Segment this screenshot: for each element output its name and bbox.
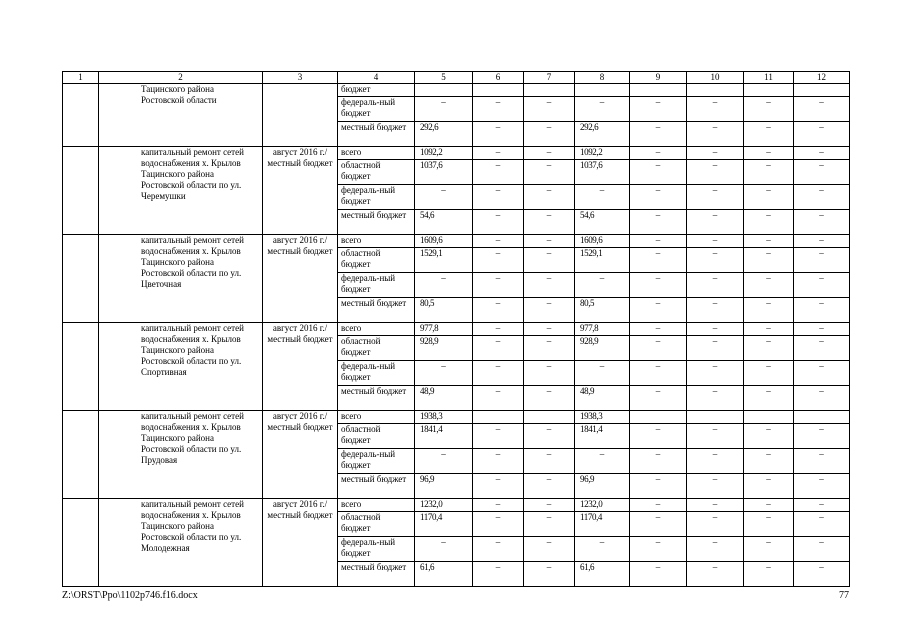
value-cell: 977,8 bbox=[415, 323, 473, 336]
value-cell bbox=[744, 411, 794, 424]
value-cell: – bbox=[794, 147, 850, 160]
value-cell: – bbox=[524, 248, 575, 273]
value-cell: – bbox=[473, 449, 524, 474]
value-cell bbox=[630, 84, 687, 97]
value-cell: 1170,4 bbox=[575, 512, 630, 537]
value-cell: – bbox=[473, 210, 524, 235]
value-cell: 1529,1 bbox=[415, 248, 473, 273]
value-cell: – bbox=[794, 361, 850, 386]
value-cell: 96,9 bbox=[575, 474, 630, 499]
value-cell: – bbox=[630, 273, 687, 298]
funding-source: всего bbox=[338, 147, 415, 160]
funding-source: бюджет bbox=[338, 84, 415, 97]
value-cell: – bbox=[575, 185, 630, 210]
value-cell: – bbox=[524, 449, 575, 474]
value-cell: – bbox=[415, 97, 473, 122]
value-cell: – bbox=[524, 424, 575, 449]
funding-source: местный бюджет bbox=[338, 122, 415, 147]
column-header: 2 bbox=[99, 72, 263, 84]
value-cell: – bbox=[630, 562, 687, 587]
value-cell: – bbox=[473, 512, 524, 537]
value-cell: – bbox=[794, 122, 850, 147]
funding-source: местный бюджет bbox=[338, 386, 415, 411]
value-cell: 54,6 bbox=[415, 210, 473, 235]
value-cell: 977,8 bbox=[575, 323, 630, 336]
value-cell: – bbox=[473, 474, 524, 499]
value-cell bbox=[687, 411, 744, 424]
value-cell: – bbox=[473, 235, 524, 248]
value-cell: – bbox=[473, 248, 524, 273]
row-number-cell bbox=[63, 84, 99, 147]
value-cell: – bbox=[630, 248, 687, 273]
value-cell: – bbox=[744, 386, 794, 411]
value-cell: – bbox=[524, 562, 575, 587]
funding-source: федераль-ный бюджет bbox=[338, 449, 415, 474]
value-cell: – bbox=[575, 537, 630, 562]
funding-source: всего bbox=[338, 499, 415, 512]
value-cell: – bbox=[794, 512, 850, 537]
project-period: август 2016 г./ местный бюджет bbox=[263, 235, 338, 323]
project-description: капитальный ремонт сетей водоснабжения х. Крылов Тацинского района Ростовской области по ул. Спортивная bbox=[99, 323, 263, 411]
header-row bbox=[63, 72, 850, 84]
value-cell: – bbox=[794, 336, 850, 361]
row-number-cell bbox=[63, 323, 99, 411]
project-description: капитальный ремонт сетей водоснабжения х. Крылов Тацинского района Ростовской области по ул. Цветочная bbox=[99, 235, 263, 323]
value-cell: – bbox=[415, 361, 473, 386]
value-cell: – bbox=[794, 97, 850, 122]
value-cell bbox=[473, 84, 524, 97]
value-cell: – bbox=[524, 474, 575, 499]
value-cell: – bbox=[744, 449, 794, 474]
column-header: 3 bbox=[263, 72, 338, 84]
value-cell: – bbox=[687, 210, 744, 235]
value-cell: 80,5 bbox=[415, 298, 473, 323]
value-cell: 48,9 bbox=[575, 386, 630, 411]
value-cell: – bbox=[687, 424, 744, 449]
project-description: капитальный ремонт сетей водоснабжения х. Крылов Тацинского района Ростовской области по ул. Прудовая bbox=[99, 411, 263, 499]
value-cell: 1938,3 bbox=[575, 411, 630, 424]
funding-source: местный бюджет bbox=[338, 298, 415, 323]
value-cell: – bbox=[524, 273, 575, 298]
value-cell: 48,9 bbox=[415, 386, 473, 411]
value-cell: – bbox=[794, 474, 850, 499]
column-header: 1 bbox=[63, 72, 99, 84]
project-description: капитальный ремонт сетей водоснабжения х. Крылов Тацинского района Ростовской области по ул. Черемушки bbox=[99, 147, 263, 235]
value-cell: – bbox=[794, 298, 850, 323]
value-cell: – bbox=[687, 449, 744, 474]
value-cell: – bbox=[473, 336, 524, 361]
value-cell: – bbox=[794, 273, 850, 298]
value-cell: – bbox=[687, 185, 744, 210]
funding-source: федераль-ный бюджет bbox=[338, 185, 415, 210]
value-cell: – bbox=[687, 248, 744, 273]
value-cell: – bbox=[524, 361, 575, 386]
value-cell: – bbox=[630, 336, 687, 361]
page-number: 77 bbox=[839, 590, 849, 601]
project-period bbox=[263, 84, 338, 147]
column-header: 8 bbox=[575, 72, 630, 84]
value-cell: – bbox=[687, 147, 744, 160]
value-cell: – bbox=[744, 424, 794, 449]
value-cell: – bbox=[473, 273, 524, 298]
funding-source: федераль-ный бюджет bbox=[338, 361, 415, 386]
value-cell bbox=[415, 84, 473, 97]
column-header: 7 bbox=[524, 72, 575, 84]
value-cell: 928,9 bbox=[575, 336, 630, 361]
value-cell: – bbox=[794, 323, 850, 336]
value-cell: – bbox=[473, 122, 524, 147]
value-cell: – bbox=[524, 298, 575, 323]
project-period: август 2016 г./ местный бюджет bbox=[263, 499, 338, 587]
value-cell bbox=[630, 411, 687, 424]
value-cell: – bbox=[744, 361, 794, 386]
row-number-cell bbox=[63, 411, 99, 499]
value-cell: 61,6 bbox=[415, 562, 473, 587]
value-cell: – bbox=[575, 273, 630, 298]
funding-source: местный бюджет bbox=[338, 210, 415, 235]
funding-source: федераль-ный бюджет bbox=[338, 97, 415, 122]
value-cell: – bbox=[744, 185, 794, 210]
value-cell: – bbox=[794, 210, 850, 235]
value-cell: – bbox=[524, 323, 575, 336]
funding-source: областной бюджет bbox=[338, 424, 415, 449]
value-cell: – bbox=[744, 160, 794, 185]
value-cell: 1609,6 bbox=[575, 235, 630, 248]
value-cell: – bbox=[630, 298, 687, 323]
value-cell: – bbox=[473, 298, 524, 323]
value-cell: – bbox=[630, 386, 687, 411]
value-cell: – bbox=[794, 499, 850, 512]
value-cell: – bbox=[473, 537, 524, 562]
value-cell: – bbox=[744, 336, 794, 361]
value-cell: – bbox=[794, 248, 850, 273]
funding-source: областной бюджет bbox=[338, 512, 415, 537]
funding-source: областной бюджет bbox=[338, 160, 415, 185]
project-period: август 2016 г./ местный бюджет bbox=[263, 411, 338, 499]
value-cell: 1092,2 bbox=[415, 147, 473, 160]
project-period: август 2016 г./ местный бюджет bbox=[263, 147, 338, 235]
value-cell: – bbox=[744, 537, 794, 562]
value-cell: – bbox=[473, 424, 524, 449]
value-cell: 928,9 bbox=[415, 336, 473, 361]
value-cell: – bbox=[473, 160, 524, 185]
value-cell: – bbox=[744, 147, 794, 160]
value-cell: – bbox=[473, 147, 524, 160]
column-header: 6 bbox=[473, 72, 524, 84]
funding-source: областной бюджет bbox=[338, 336, 415, 361]
value-cell: – bbox=[630, 210, 687, 235]
value-cell: – bbox=[687, 336, 744, 361]
value-cell: – bbox=[744, 512, 794, 537]
row-number-cell bbox=[63, 499, 99, 587]
value-cell: 292,6 bbox=[575, 122, 630, 147]
value-cell: – bbox=[687, 562, 744, 587]
table-row bbox=[63, 323, 850, 336]
project-period: август 2016 г./ местный бюджет bbox=[263, 323, 338, 411]
value-cell: 80,5 bbox=[575, 298, 630, 323]
value-cell: – bbox=[415, 273, 473, 298]
funding-source: областной бюджет bbox=[338, 248, 415, 273]
project-description: капитальный ремонт сетей водоснабжения х. Крылов Тацинского района Ростовской области по ул. Молодежная bbox=[99, 499, 263, 587]
value-cell: – bbox=[744, 97, 794, 122]
value-cell: 292,6 bbox=[415, 122, 473, 147]
column-header: 12 bbox=[794, 72, 850, 84]
value-cell: – bbox=[744, 323, 794, 336]
value-cell bbox=[794, 411, 850, 424]
value-cell: – bbox=[630, 323, 687, 336]
value-cell: 1092,2 bbox=[575, 147, 630, 160]
value-cell: – bbox=[473, 562, 524, 587]
value-cell: – bbox=[687, 97, 744, 122]
value-cell: – bbox=[744, 499, 794, 512]
row-number-cell bbox=[63, 235, 99, 323]
row-number-cell bbox=[63, 147, 99, 235]
value-cell: – bbox=[415, 537, 473, 562]
value-cell: 1938,3 bbox=[415, 411, 473, 424]
value-cell: – bbox=[794, 160, 850, 185]
value-cell: – bbox=[794, 562, 850, 587]
value-cell: – bbox=[415, 185, 473, 210]
column-header: 11 bbox=[744, 72, 794, 84]
value-cell: – bbox=[630, 147, 687, 160]
value-cell bbox=[524, 84, 575, 97]
funding-source: федераль-ный бюджет bbox=[338, 273, 415, 298]
value-cell: – bbox=[524, 386, 575, 411]
value-cell: – bbox=[687, 386, 744, 411]
value-cell: – bbox=[744, 562, 794, 587]
value-cell: – bbox=[744, 248, 794, 273]
value-cell: – bbox=[630, 424, 687, 449]
value-cell: – bbox=[473, 386, 524, 411]
value-cell: – bbox=[524, 499, 575, 512]
value-cell: – bbox=[744, 235, 794, 248]
value-cell: – bbox=[687, 512, 744, 537]
value-cell: – bbox=[794, 185, 850, 210]
value-cell bbox=[524, 411, 575, 424]
value-cell: – bbox=[630, 499, 687, 512]
table-row bbox=[63, 84, 850, 97]
value-cell: – bbox=[473, 499, 524, 512]
value-cell: 54,6 bbox=[575, 210, 630, 235]
value-cell: – bbox=[473, 361, 524, 386]
value-cell: 1529,1 bbox=[575, 248, 630, 273]
value-cell: 1841,4 bbox=[415, 424, 473, 449]
value-cell: – bbox=[794, 424, 850, 449]
table-row bbox=[63, 147, 850, 160]
value-cell: – bbox=[415, 449, 473, 474]
value-cell: – bbox=[687, 122, 744, 147]
value-cell: – bbox=[630, 122, 687, 147]
value-cell: – bbox=[630, 512, 687, 537]
funding-source: всего bbox=[338, 411, 415, 424]
value-cell: 1170,4 bbox=[415, 512, 473, 537]
table-row bbox=[63, 235, 850, 248]
value-cell: 61,6 bbox=[575, 562, 630, 587]
value-cell: – bbox=[630, 160, 687, 185]
value-cell: – bbox=[687, 474, 744, 499]
value-cell: 96,9 bbox=[415, 474, 473, 499]
value-cell: – bbox=[524, 235, 575, 248]
column-header: 10 bbox=[687, 72, 744, 84]
value-cell: – bbox=[524, 512, 575, 537]
value-cell: 1037,6 bbox=[575, 160, 630, 185]
value-cell: – bbox=[744, 298, 794, 323]
value-cell: – bbox=[630, 474, 687, 499]
value-cell: – bbox=[524, 336, 575, 361]
table-row bbox=[63, 411, 850, 424]
value-cell: 1232,0 bbox=[415, 499, 473, 512]
value-cell: – bbox=[794, 449, 850, 474]
funding-source: всего bbox=[338, 323, 415, 336]
value-cell: – bbox=[473, 185, 524, 210]
value-cell: – bbox=[630, 97, 687, 122]
funding-source: местный бюджет bbox=[338, 474, 415, 499]
value-cell: – bbox=[687, 160, 744, 185]
funding-source: местный бюджет bbox=[338, 562, 415, 587]
value-cell bbox=[794, 84, 850, 97]
value-cell: – bbox=[524, 210, 575, 235]
value-cell: – bbox=[687, 298, 744, 323]
value-cell: – bbox=[687, 499, 744, 512]
value-cell: – bbox=[524, 160, 575, 185]
value-cell: – bbox=[630, 537, 687, 562]
value-cell bbox=[687, 84, 744, 97]
value-cell: – bbox=[473, 97, 524, 122]
value-cell: – bbox=[473, 323, 524, 336]
value-cell: – bbox=[630, 235, 687, 248]
value-cell: – bbox=[630, 361, 687, 386]
value-cell: – bbox=[687, 537, 744, 562]
budget-table bbox=[62, 71, 850, 587]
value-cell: 1841,4 bbox=[575, 424, 630, 449]
value-cell: – bbox=[744, 474, 794, 499]
value-cell: – bbox=[744, 210, 794, 235]
column-header: 9 bbox=[630, 72, 687, 84]
value-cell: – bbox=[630, 185, 687, 210]
value-cell: – bbox=[575, 97, 630, 122]
footer-file-path: Z:\ORST\Ppo\1102p746.f16.docx bbox=[62, 590, 198, 601]
value-cell: – bbox=[744, 273, 794, 298]
value-cell: – bbox=[524, 185, 575, 210]
value-cell: – bbox=[687, 235, 744, 248]
value-cell: – bbox=[794, 235, 850, 248]
column-header: 5 bbox=[415, 72, 473, 84]
value-cell: – bbox=[744, 122, 794, 147]
value-cell: – bbox=[630, 449, 687, 474]
value-cell: – bbox=[687, 323, 744, 336]
value-cell bbox=[744, 84, 794, 97]
funding-source: всего bbox=[338, 235, 415, 248]
value-cell: – bbox=[524, 147, 575, 160]
value-cell: – bbox=[687, 361, 744, 386]
value-cell bbox=[473, 411, 524, 424]
table-row bbox=[63, 499, 850, 512]
value-cell: – bbox=[524, 537, 575, 562]
value-cell: – bbox=[794, 386, 850, 411]
value-cell: – bbox=[524, 97, 575, 122]
funding-source: федераль-ный бюджет bbox=[338, 537, 415, 562]
column-header: 4 bbox=[338, 72, 415, 84]
value-cell: 1037,6 bbox=[415, 160, 473, 185]
value-cell: – bbox=[687, 273, 744, 298]
project-description: Тацинского района Ростовской области bbox=[99, 84, 263, 147]
value-cell bbox=[575, 84, 630, 97]
value-cell: – bbox=[524, 122, 575, 147]
value-cell: 1232,0 bbox=[575, 499, 630, 512]
value-cell: – bbox=[575, 361, 630, 386]
value-cell: 1609,6 bbox=[415, 235, 473, 248]
value-cell: – bbox=[794, 537, 850, 562]
value-cell: – bbox=[575, 449, 630, 474]
